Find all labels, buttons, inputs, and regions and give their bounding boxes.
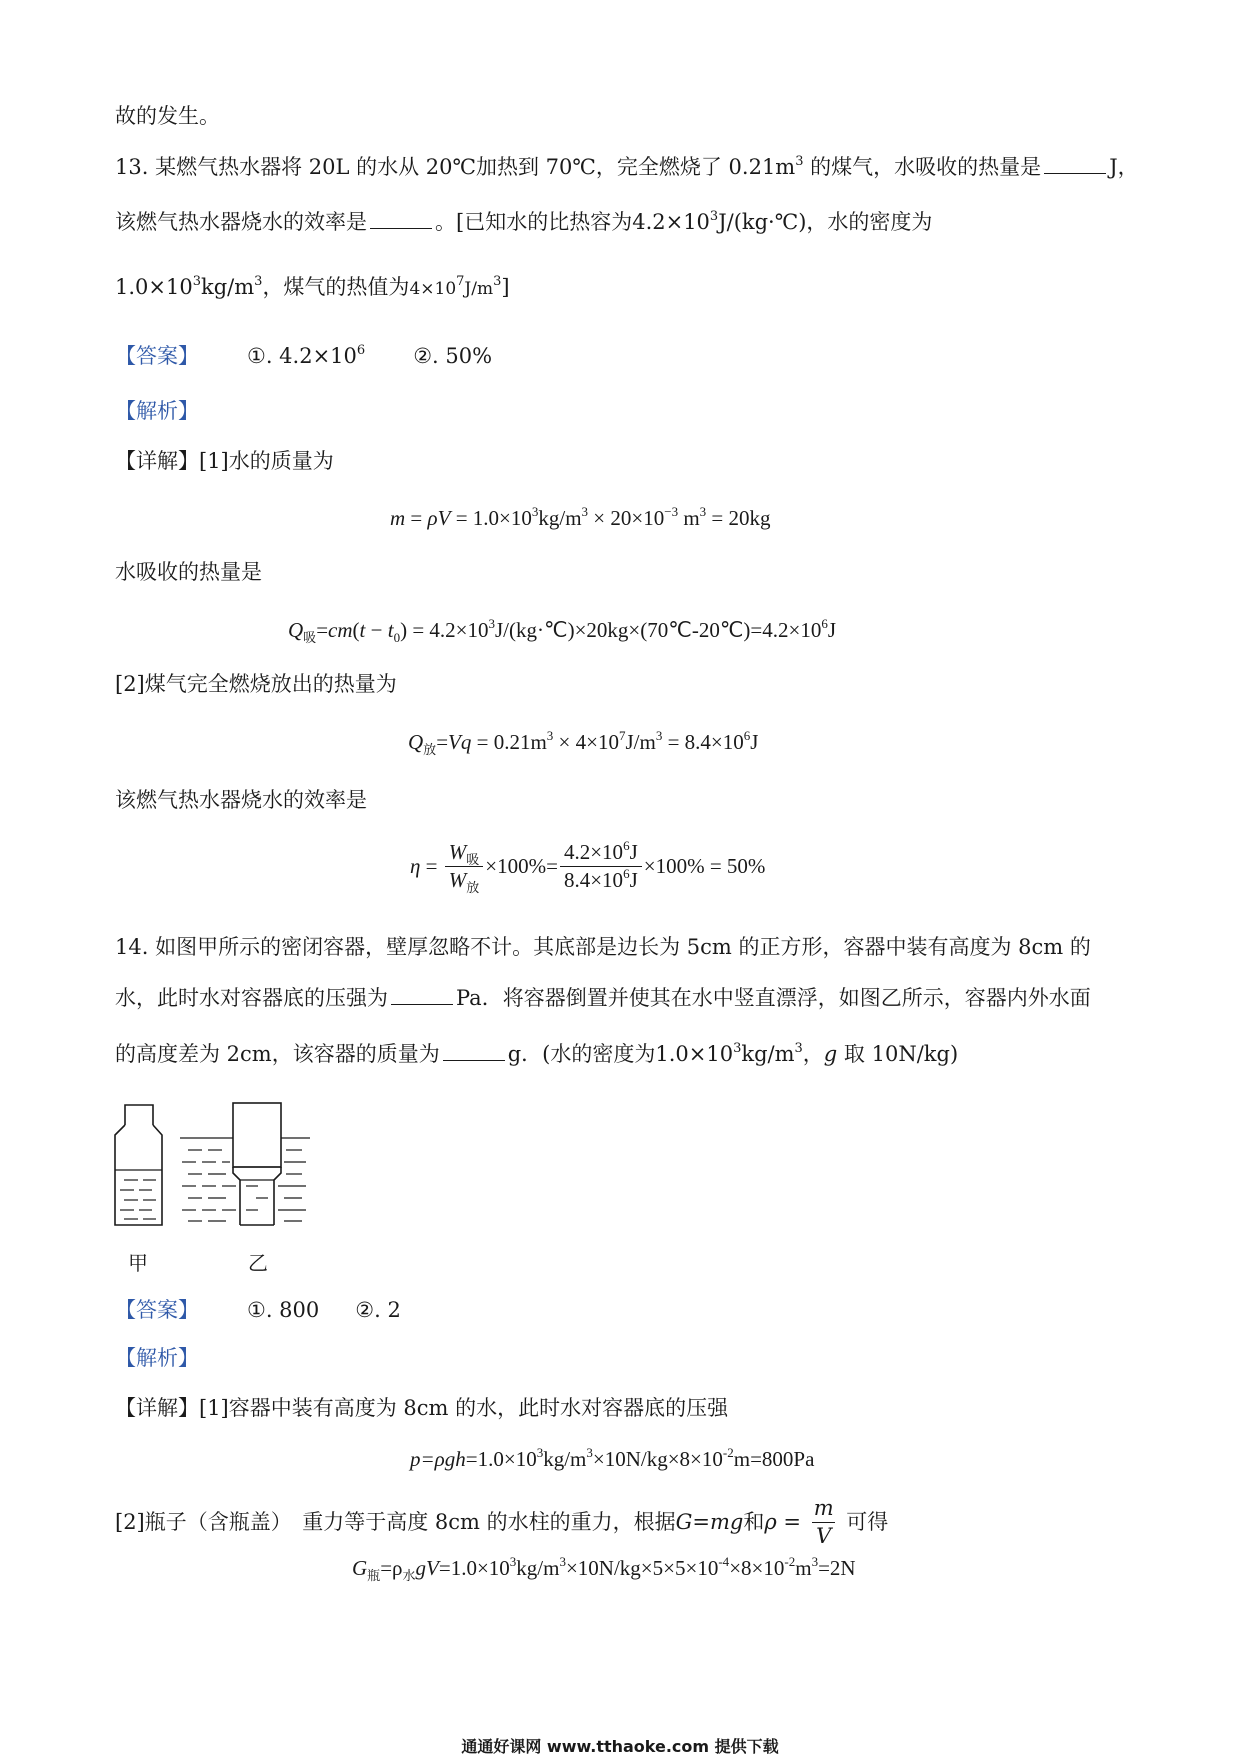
q14-equation-weight: $G_瓶=\rho_水gV=1.0\times 10^3kg/m^3\times 10N/kg\times 5\times 5\times 10^{-4}\times 8\times 10^{-2}m^3=2N$ (352, 1554, 856, 1583)
q13-equation-release: $Q_放=Vq = 0.21m^3 \times 4\times 10^7J/m^3 = 8.4\times 10^6J$ (408, 728, 759, 757)
q14-blank-mass (443, 1042, 505, 1061)
q13-text-efficiency: 该燃气热水器烧水的效率是 (115, 788, 367, 812)
q14-blank-pressure (391, 986, 453, 1005)
q13-answer-line: 【答案】 ①. $4.2\times 10^6$ ②. 50% (115, 343, 493, 368)
q13-equation-absorb: $Q_吸=cm(t - t_0)$ = $4.2\times 10^3J/(kg\cdot℃)\times 20kg\times(70℃-20℃)=4.2\times 10^6J$ (288, 616, 837, 645)
page-footer: 通通好课网 www.tthaoke.com 提供下载 (461, 1737, 779, 1756)
q13-stem-line3: $1.0\times 10^3kg/m^3$，煤气的热值为$4\times 10^7J/m^3$] (115, 274, 510, 299)
q13-detail-1: 【详解】[1]水的质量为 (115, 449, 334, 473)
q14-answer-line (115, 1298, 401, 1323)
q14-detail-1: 【详解】[1]容器中装有高度为 8cm 的水，此时水对容器底的压强 (115, 1396, 729, 1420)
q13-blank-efficiency (370, 210, 432, 229)
answer-label: 【答案】 (115, 1298, 199, 1322)
container-figures (110, 1100, 325, 1230)
q13-text-absorb: 水吸收的热量是 (115, 560, 262, 584)
q14-detail-2: [2]瓶子（含瓶盖） 重力等于高度 8cm 的水柱的重力，根据 G=mg 和 ρ = $\frac{m}{V}$ 可得 (115, 1496, 889, 1549)
q14-equation-pressure: $p=\rho gh=1.0\times 10^3kg/m^3\times 10N/kg\times 8\times 10^{-2}m=800Pa$ (410, 1445, 815, 1471)
q14-answer-2: ②. 2 (355, 1298, 401, 1322)
analysis-label: 【解析】 (115, 399, 199, 423)
previous-text-tail: 故的发生。 (115, 104, 220, 128)
q14-answer-1: ①. 800 (247, 1298, 320, 1322)
answer-label: 【答案】 (115, 344, 199, 368)
figure-label-jia: 甲 (128, 1251, 148, 1275)
figure-jia-container (115, 1105, 162, 1225)
q13-stem-line2: 该燃气热水器烧水的效率是 。[已知水的比热容为$4.2\times 10^3J/(kg\cdot℃)$，水的密度为 (115, 209, 933, 234)
figure-label-yi: 乙 (248, 1251, 268, 1275)
q14-stem-line1: 14. 如图甲所示的密闭容器，壁厚忽略不计。其底部是边长为 5cm 的正方形，容器中装有高度为 8cm 的 (115, 935, 1091, 959)
q13-stem-line1: 13. 某燃气热水器将 20L 的水从 20℃加热到 70℃，完全燃烧了 $0.21m^3$ 的煤气，水吸收的热量是 J， (115, 154, 1139, 179)
q13-detail-2: [2]煤气完全燃烧放出的热量为 (115, 672, 397, 696)
figure-yi-floating-container (180, 1103, 310, 1225)
analysis-label: 【解析】 (115, 1346, 199, 1370)
q14-stem-line3: 的高度差为 2cm，该容器的质量为 g．(水的密度为$1.0\times 10^3kg/m^3$，g 取 10N/kg) (115, 1041, 959, 1066)
q13-answer-2: ②. 50% (413, 344, 493, 368)
q13-answer-1: ①. 4.2×10 (247, 344, 357, 368)
q13-equation-mass: $m = \rho V = 1.0\times 10^3kg/m^3 \times 20\times 10^{-3}$ $m^3 = 20kg$ (390, 504, 771, 530)
q14-stem-line2: 水，此时水对容器底的压强为 Pa．将容器倒置并使其在水中竖直漂浮，如图乙所示，容器内外水面 (115, 986, 1091, 1010)
q13-blank-heat (1044, 155, 1106, 174)
q13-equation-efficiency: η = $\frac{W_吸}{W_放}$ ×100%= $\frac{4.2\times 10^6J}{8.4\times 10^6J}$ ×100% = 50% (410, 838, 766, 896)
